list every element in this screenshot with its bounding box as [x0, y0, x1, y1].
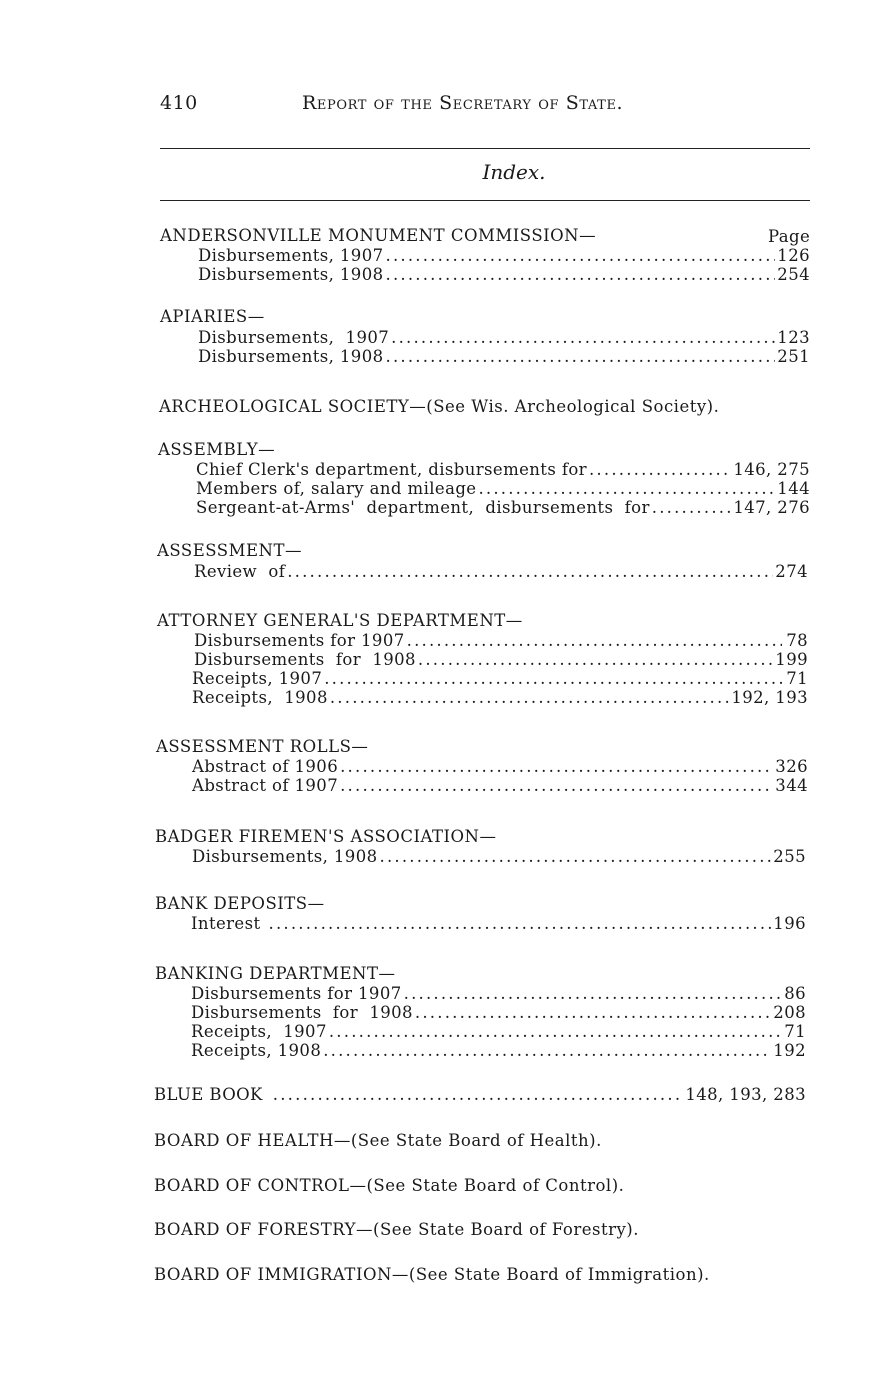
leader-dots: [324, 669, 782, 688]
index-entry: [196, 460, 810, 479]
entry-page: 255: [773, 847, 806, 866]
index-entry-blue-book: [154, 1085, 806, 1104]
entry-page: 344: [775, 776, 808, 795]
index-entry: [191, 1022, 806, 1041]
leader-dots: [418, 650, 773, 669]
entry-label: Disbursements for 1907: [191, 984, 402, 1003]
entry-label: Review of: [194, 562, 286, 581]
entry-label: Receipts, 1907: [192, 669, 323, 688]
index-entry: [196, 479, 810, 498]
leader-dots: [391, 328, 775, 347]
entry-label: Members of, salary and mileage: [196, 479, 477, 498]
index-entry: [196, 498, 810, 517]
entry-label: Receipts, 1908: [191, 1041, 322, 1060]
entry-label: BLUE BOOK: [154, 1085, 263, 1104]
index-heading: ASSESSMENT ROLLS—: [156, 737, 369, 756]
running-head: Report of the Secretary of State.: [302, 92, 624, 114]
index-entry: [191, 1041, 806, 1060]
entry-label: Receipts, 1908: [192, 688, 328, 707]
index-heading: BOARD OF HEALTH—(See State Board of Health).: [154, 1131, 602, 1150]
entry-label: Disbursements, 1907: [198, 328, 390, 347]
entry-label: Disbursements, 1907: [198, 246, 384, 265]
leader-dots: [287, 562, 773, 581]
index-entry: [198, 328, 810, 347]
entry-label: Interest: [191, 914, 261, 933]
entry-label: Chief Clerk's department, disbursements for: [196, 460, 587, 479]
index-entry: [191, 1003, 806, 1022]
index-entry: [192, 847, 806, 866]
index-entry: [198, 347, 810, 366]
index-heading: APIARIES—: [160, 307, 265, 326]
entry-label: Disbursements, 1908: [192, 847, 378, 866]
index-heading: ATTORNEY GENERAL'S DEPARTMENT—: [157, 611, 523, 630]
entry-page: 71: [786, 669, 808, 688]
index-entry: [198, 265, 810, 284]
leader-dots: [323, 1041, 771, 1060]
index-entry: [191, 914, 806, 933]
leader-dots: [478, 479, 775, 498]
page-number: 410: [160, 92, 198, 114]
entry-label: Sergeant-at-Arms' department, disbursements for: [196, 498, 650, 517]
index-heading: ASSESSMENT—: [157, 541, 302, 560]
index-heading: ARCHEOLOGICAL SOCIETY—(See Wis. Archeological Society).: [159, 397, 720, 416]
leader-dots: [386, 265, 776, 284]
leader-dots: [589, 460, 731, 479]
entry-label: Disbursements for 1907: [194, 631, 405, 650]
index-entry: [191, 984, 806, 1003]
entry-label: Receipts, 1907: [191, 1022, 327, 1041]
leader-dots: [407, 631, 782, 650]
index-heading: ANDERSONVILLE MONUMENT COMMISSION—: [160, 226, 597, 245]
leader-dots: [330, 688, 729, 707]
leader-dots: [273, 1085, 684, 1104]
index-heading: BOARD OF FORESTRY—(See State Board of Forestry).: [154, 1220, 639, 1239]
entry-page: 146, 275: [733, 460, 810, 479]
entry-page: 144: [777, 479, 810, 498]
index-heading: BOARD OF CONTROL—(See State Board of Control).: [154, 1176, 625, 1195]
leader-dots: [340, 757, 773, 776]
index-entry: [192, 757, 808, 776]
leader-dots: [415, 1003, 771, 1022]
entry-page: 199: [775, 650, 808, 669]
entry-page: 192: [773, 1041, 806, 1060]
entry-page: 78: [786, 631, 808, 650]
entry-page: 326: [775, 757, 808, 776]
index-entry: [194, 631, 808, 650]
section-title: Index.: [482, 160, 546, 184]
entry-page: 254: [777, 265, 810, 284]
leader-dots: [329, 1022, 780, 1041]
index-entry: [192, 669, 808, 688]
leader-dots: [380, 847, 772, 866]
entry-page: 192, 193: [731, 688, 808, 707]
entry-page: 71: [784, 1022, 806, 1041]
index-heading: BANKING DEPARTMENT—: [155, 964, 396, 983]
entry-label: Disbursements, 1908: [198, 347, 384, 366]
entry-page: 123: [777, 328, 810, 347]
entry-label: Disbursements, 1908: [198, 265, 384, 284]
entry-page: 126: [777, 246, 810, 265]
index-heading: ASSEMBLY—: [158, 440, 276, 459]
index-heading: BANK DEPOSITS—: [155, 894, 325, 913]
index-entry: [198, 246, 810, 265]
leader-dots: [404, 984, 780, 1003]
entry-page: 196: [773, 914, 806, 933]
index-entry: [194, 562, 808, 581]
entry-page: 148, 193, 283: [685, 1085, 806, 1104]
entry-label: Disbursements for 1908: [194, 650, 416, 669]
entry-label: Disbursements for 1908: [191, 1003, 413, 1022]
leader-dots: [652, 498, 732, 517]
index-entry: [194, 650, 808, 669]
entry-page: 147, 276: [733, 498, 810, 517]
leader-dots: [269, 914, 772, 933]
index-heading: BOARD OF IMMIGRATION—(See State Board of Immigration).: [154, 1265, 710, 1284]
entry-page: 251: [777, 347, 810, 366]
entry-page: 208: [773, 1003, 806, 1022]
entry-label: Abstract of 1907: [192, 776, 339, 795]
leader-dots: [386, 246, 776, 265]
index-entry: [192, 776, 808, 795]
leader-dots: [340, 776, 773, 795]
entry-page: 86: [784, 984, 806, 1003]
leader-dots: [386, 347, 776, 366]
entry-label: Abstract of 1906: [192, 757, 339, 776]
index-heading: BADGER FIREMEN'S ASSOCIATION—: [155, 827, 497, 846]
entry-page: 274: [775, 562, 808, 581]
page-column-label: Page: [768, 227, 811, 246]
index-entry: [192, 688, 808, 707]
